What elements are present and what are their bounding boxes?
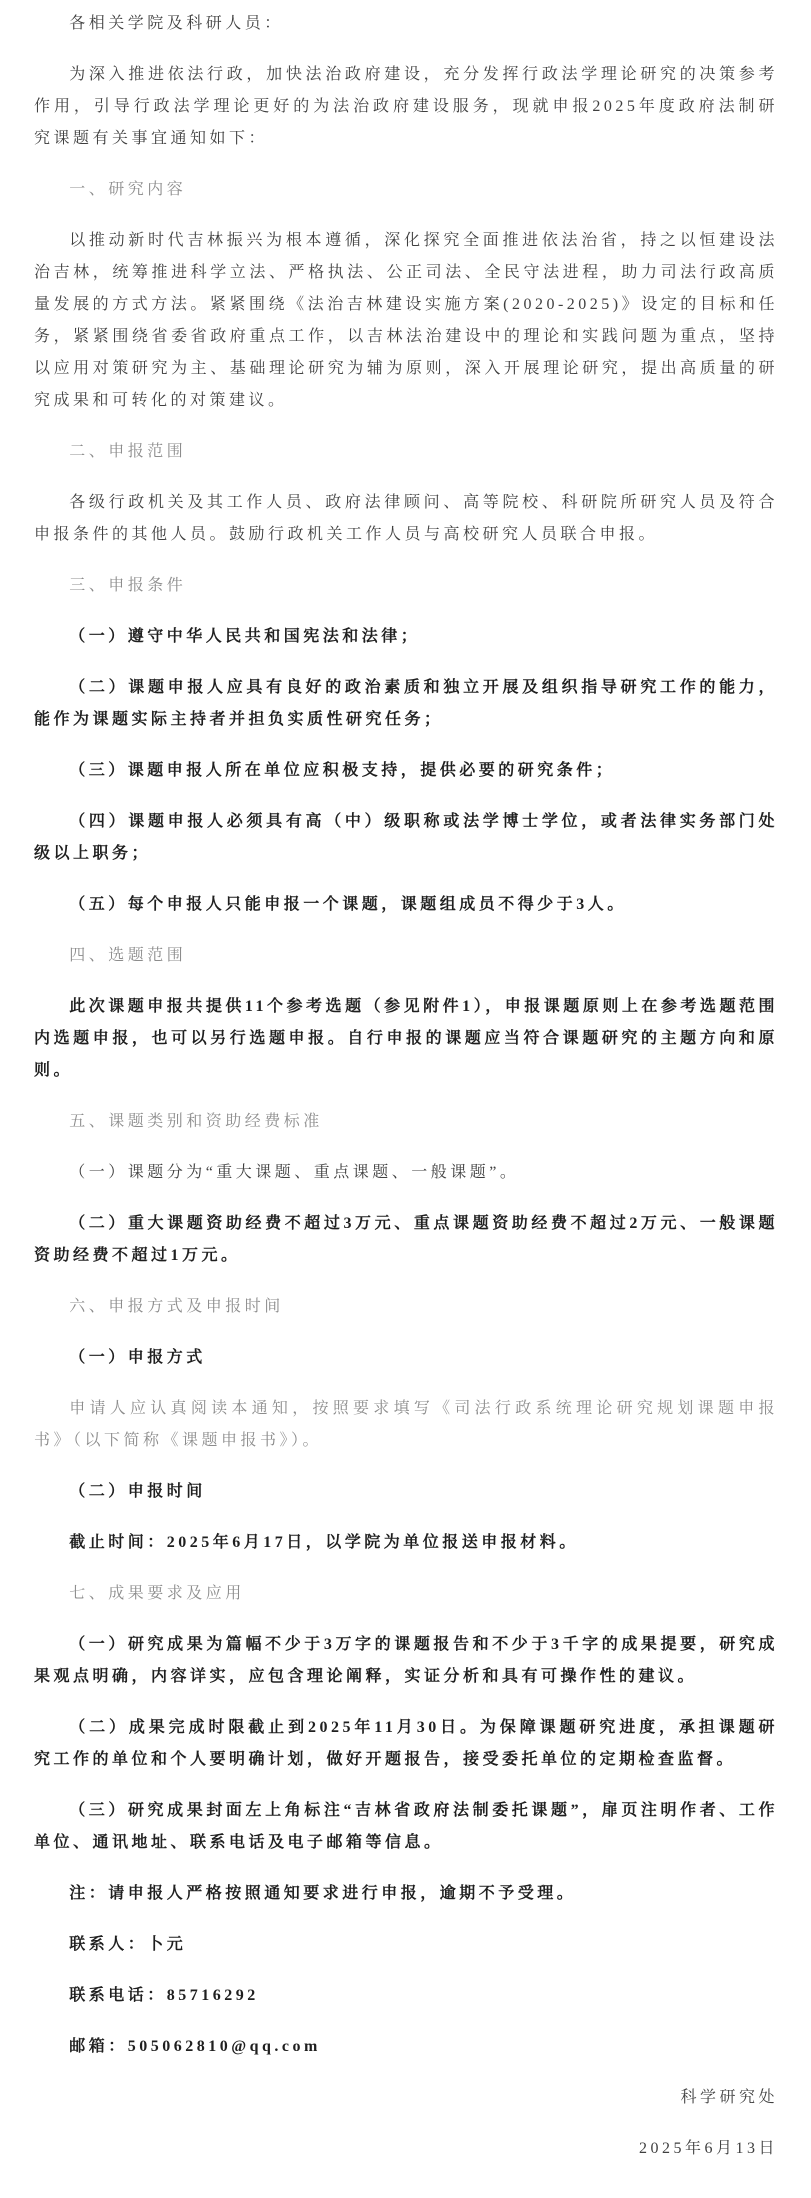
- notice-page: [0, 8, 811, 2198]
- list-item: （二）课题申报人应具有良好的政治素质和独立开展及组织指导研究工作的能力，能作为课题实际主持者并担负实质性研究任务；: [34, 679, 778, 728]
- list-item: （一）课题分为“重大课题、重点课题、一般课题”。: [69, 1164, 520, 1181]
- paragraph: 为深入推进依法行政，加快法治政府建设，充分发挥行政法学理论研究的决策参考作用，引导行政法学理论更好的为法治政府建设服务，现就申报2025年度政府法制研究课题有关事宜通知如下：: [34, 66, 778, 147]
- section-heading: 四、选题范围: [69, 947, 187, 964]
- sub-heading: （二）申报时间: [69, 1483, 206, 1500]
- paragraph: 此次课题申报共提供11个参考选题（参见附件1），申报课题原则上在参考选题范围内选题申报，也可以另行选题申报。自行申报的课题应当符合课题研究的主题方向和原则。: [34, 998, 778, 1079]
- list-item: （二）成果完成时限截止到2025年11月30日。为保障课题研究进度，承担课题研究工作的单位和个人要明确计划，做好开题报告，接受委托单位的定期检查监督。: [34, 1719, 778, 1768]
- section-heading: 五、课题类别和资助经费标准: [69, 1113, 323, 1130]
- list-item: （一）研究成果为篇幅不少于3万字的课题报告和不少于3千字的成果提要，研究成果观点明确，内容详实，应包含理论阐释，实证分析和具有可操作性的建议。: [34, 1636, 778, 1685]
- paragraph: 申请人应认真阅读本通知，按照要求填写《司法行政系统理论研究规划课题申报书》（以下简称《课题申报书》）。: [34, 1400, 778, 1449]
- list-item: （四）课题申报人必须具有高（中）级职称或法学博士学位，或者法律实务部门处级以上职务；: [34, 813, 778, 862]
- section-heading: 三、申报条件: [69, 577, 187, 594]
- section-heading: 二、申报范围: [69, 443, 187, 460]
- section-heading: 一、研究内容: [69, 181, 187, 198]
- sub-heading: （一）申报方式: [69, 1349, 206, 1366]
- list-item: （三）研究成果封面左上角标注“吉林省政府法制委托课题”，扉页注明作者、工作单位、通讯地址、联系电话及电子邮箱等信息。: [34, 1802, 778, 1851]
- note: 注：请申报人严格按照通知要求进行申报，逾期不予受理。: [69, 1885, 577, 1902]
- contact-phone: 联系电话：85716292: [69, 1987, 259, 2004]
- contact-person: 联系人：卜元: [69, 1936, 187, 1953]
- notice-body: [34, 8, 778, 2165]
- salutation: 各相关学院及科研人员：: [69, 15, 284, 32]
- list-item: （三）课题申报人所在单位应积极支持，提供必要的研究条件；: [69, 762, 616, 779]
- signature: 科学研究处: [680, 2089, 778, 2106]
- list-item: （一）遵守中华人民共和国宪法和法律；: [69, 628, 421, 645]
- list-item: （二）重大课题资助经费不超过3万元、重点课题资助经费不超过2万元、一般课题资助经费不超过1万元。: [34, 1215, 778, 1264]
- section-heading: 六、申报方式及申报时间: [69, 1298, 284, 1315]
- list-item: （五）每个申报人只能申报一个课题，课题组成员不得少于3人。: [69, 896, 627, 913]
- paragraph: 截止时间：2025年6月17日，以学院为单位报送申报材料。: [69, 1534, 579, 1551]
- paragraph: 各级行政机关及其工作人员、政府法律顾问、高等院校、科研院所研究人员及符合申报条件的其他人员。鼓励行政机关工作人员与高校研究人员联合申报。: [34, 494, 778, 543]
- section-heading: 七、成果要求及应用: [69, 1585, 245, 1602]
- date: 2025年6月13日: [638, 2140, 778, 2157]
- paragraph: 以推动新时代吉林振兴为根本遵循，深化探究全面推进依法治省，持之以恒建设法治吉林，统筹推进科学立法、严格执法、公正司法、全民守法进程，助力司法行政高质量发展的方式方法。紧紧围绕《法治吉林建设实施方案(2020-2025)》设定的目标和任务，紧紧围绕省委省政府重点工作，以吉林法治建设中的理论和实践问题为重点，坚持以应用对策研究为主、基础理论研究为辅为原则，深入开展理论研究，提出高质量的研究成果和可转化的对策建议。: [34, 232, 778, 409]
- contact-email: 邮箱：505062810@qq.com: [69, 2038, 321, 2055]
